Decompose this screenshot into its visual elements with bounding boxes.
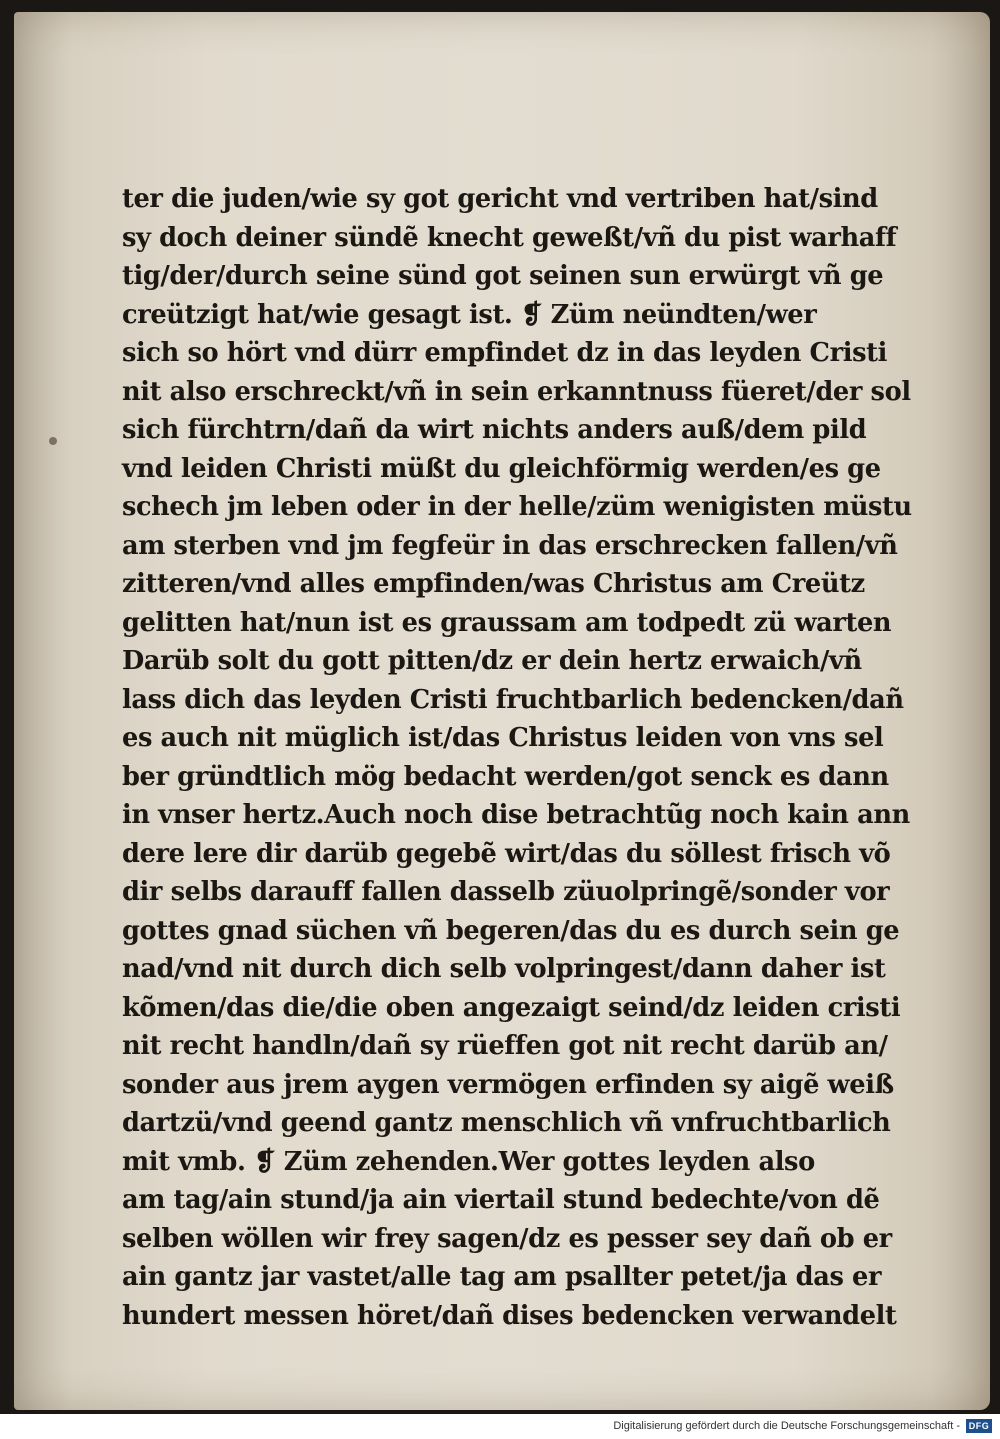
- text-line: dartzü/vnd geend gantz menschlich vñ vnfruchtbarlich: [122, 1108, 891, 1138]
- text-line: ter die juden/wie sy got gericht vnd vertriben hat/sind: [122, 184, 878, 214]
- text-line: mit vmb. ❡ Züm zehenden.Wer gottes leyden also: [122, 1146, 815, 1177]
- text-line: sy doch deiner sündẽ knecht geweßt/vñ du pist warhaff: [122, 222, 897, 253]
- funding-credit: Digitalisierung gefördert durch die Deutsche Forschungsgemeinschaft -: [613, 1420, 960, 1432]
- text-line: nad/vnd nit durch dich selb volpringest/dann daher ist: [122, 954, 886, 984]
- text-line: tig/der/durch seine sünd got seinen sun erwürgt vñ ge: [122, 261, 884, 291]
- text-line: am sterben vnd jm fegfeür in das erschrecken fallen/vñ: [122, 530, 898, 561]
- book-page: [14, 12, 990, 1410]
- dfg-logo: DFG: [966, 1419, 992, 1433]
- text-line: vnd leiden Christi müßt du gleichförmig werden/es ge: [122, 453, 881, 484]
- text-line: sich so hört vnd dürr empfindet dz in das leyden Cristi: [122, 338, 887, 368]
- text-line: dir selbs darauff fallen dasselb züuolpringẽ/sonder vor: [122, 877, 890, 907]
- text-line: zitteren/vnd alles empfinden/was Christus am Creütz: [122, 569, 865, 599]
- text-line: ain gantz jar vastet/alle tag am psallter petet/ja das er: [122, 1262, 882, 1292]
- text-line: ber gründtlich mög bedacht werden/got senck es dann: [122, 761, 889, 792]
- text-line: dere lere dir darüb gegebẽ wirt/das du söllest frisch võ: [122, 838, 891, 869]
- text-line: es auch nit müglich ist/das Christus leiden von vns sel: [122, 723, 884, 753]
- text-line: hundert messen höret/dañ dises bedencken verwandelt: [122, 1300, 897, 1331]
- text-line: gottes gnad süchen vñ begeren/das du es durch sein ge: [122, 915, 900, 946]
- text-line: in vnser hertz.Auch noch dise betrachtũg noch kain ann: [122, 800, 910, 830]
- text-line: Darüb solt du gott pitten/dz er dein hertz erwaich/vñ: [122, 646, 862, 676]
- margin-ink-spot: [49, 437, 57, 445]
- text-line: sich fürchtrn/dañ da wirt nichts anders auß/dem pild: [122, 415, 867, 445]
- footer-bar: [0, 1414, 1000, 1439]
- page-text: [122, 180, 922, 1335]
- text-line: nit recht handln/dañ sy rüeffen got nit recht darüb an/: [122, 1031, 888, 1061]
- text-line: creützigt hat/wie gesagt ist. ❡ Züm neündten/wer: [122, 299, 817, 330]
- text-line: selben wöllen wir frey sagen/dz es pesser sey dañ ob er: [122, 1223, 892, 1254]
- text-line: nit also erschreckt/vñ in sein erkanntnuss füeret/der sol: [122, 376, 911, 407]
- text-line: am tag/ain stund/ja ain viertail stund bedechte/von dẽ: [122, 1185, 880, 1215]
- text-line: lass dich das leyden Cristi fruchtbarlich bedencken/dañ: [122, 684, 904, 715]
- text-line: gelitten hat/nun ist es graussam am todpedt zü warten: [122, 607, 892, 638]
- text-line: schech jm leben oder in der helle/züm wenigisten müstu: [122, 492, 912, 522]
- text-line: sonder aus jrem aygen vermögen erfinden sy aigẽ weiß: [122, 1069, 894, 1100]
- text-line: kõmen/das die/die oben angezaigt seind/dz leiden cristi: [122, 992, 901, 1023]
